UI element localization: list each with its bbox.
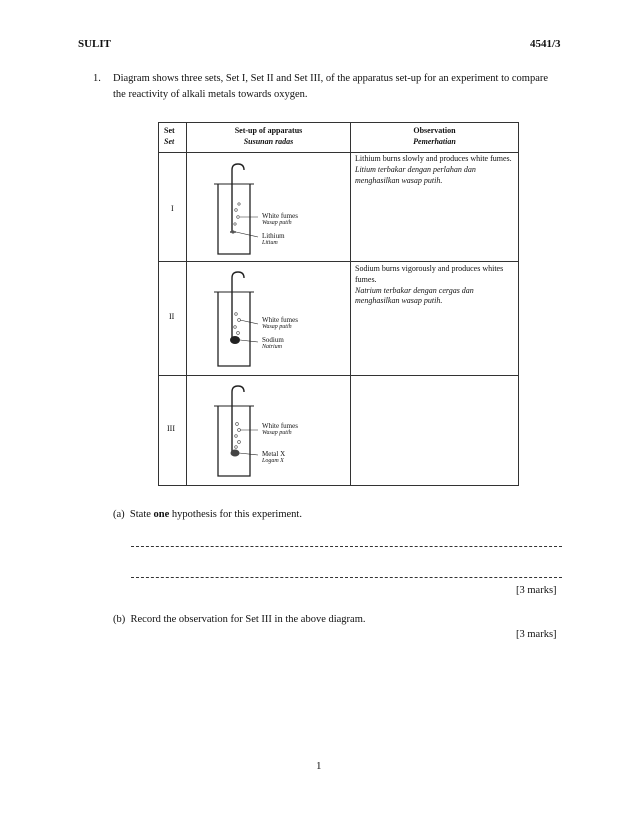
- table-border-top: [158, 122, 519, 123]
- col-setup-ms: Susunan radas: [243, 136, 294, 146]
- metal-label-2: [262, 336, 284, 352]
- answer-line-a2[interactable]: [131, 577, 562, 578]
- part-b-question: [113, 614, 366, 625]
- observation-1: [355, 154, 513, 186]
- set-label-1: I: [171, 204, 174, 213]
- part-a-label: (a): [113, 509, 125, 520]
- col-setup-en: Set-up of apparatus: [234, 126, 303, 135]
- table-border-right: [518, 122, 519, 486]
- set-label-3: III: [167, 424, 175, 433]
- metal-label-3: [262, 450, 285, 466]
- metal-label-1: [262, 232, 285, 248]
- part-a-text-bold: one: [153, 509, 170, 520]
- table-border-left: [158, 122, 159, 486]
- fumes-label-1-en: White fumes: [262, 212, 298, 220]
- col-set-ms: Set: [164, 136, 175, 146]
- table-row-divider-2: [158, 375, 519, 376]
- apparatus-table: [158, 122, 519, 486]
- observation-2-en: Sodium burns vigorously and produces whites fumes.: [355, 264, 504, 284]
- apparatus-diagram-1: [210, 162, 270, 257]
- table-col-divider-1: [186, 122, 187, 486]
- part-b-marks: [3 marks]: [516, 629, 557, 640]
- fumes-label-3-en: White fumes: [262, 422, 298, 430]
- table-row-divider-header: [158, 152, 519, 153]
- col-set-en: Set: [164, 126, 175, 135]
- apparatus-diagram-2: [210, 270, 270, 370]
- col-obs-en: Observation: [413, 126, 456, 135]
- answer-line-a1[interactable]: [131, 546, 562, 547]
- observation-1-ms: Litium terbakar dengan perlahan dan menghasilkan wasap putih.: [355, 164, 476, 185]
- col-setup-header: [187, 126, 350, 148]
- observation-2: [355, 264, 513, 307]
- fumes-label-3: [262, 422, 298, 438]
- fumes-label-2-en: White fumes: [262, 316, 298, 324]
- part-b-label: (b): [113, 614, 126, 625]
- part-a-question: [113, 509, 302, 520]
- fumes-label-1-ms: Wasap putih: [262, 220, 292, 227]
- observation-1-en: Lithium burns slowly and produces white fumes.: [355, 154, 512, 163]
- header-right: 4541/3: [530, 38, 561, 50]
- fumes-label-2-ms: Wasap putih: [262, 324, 292, 331]
- page-number: 1: [316, 760, 322, 772]
- table-col-divider-2: [350, 122, 351, 486]
- question-number: 1.: [93, 73, 101, 84]
- apparatus-diagram-3: [210, 384, 270, 480]
- set-label-2: II: [169, 312, 175, 321]
- fumes-label-2: [262, 316, 298, 332]
- metal-label-2-ms: Natrium: [262, 344, 283, 351]
- table-border-bottom: [158, 485, 519, 486]
- metal-label-1-en: Lithium: [262, 232, 285, 240]
- col-set-header: [164, 126, 175, 148]
- fumes-label-1: [262, 212, 298, 228]
- col-obs-ms: Pemerhatian: [413, 136, 456, 146]
- metal-label-2-en: Sodium: [262, 336, 284, 344]
- question-text: Diagram shows three sets, Set I, Set II and Set III, of the apparatus set-up for an experiment to compare the reactivity of alkali metals towards oxygen.: [113, 73, 549, 101]
- part-b-text: Record the observation for Set III in the above diagram.: [130, 614, 366, 625]
- table-row-divider-1: [158, 261, 519, 262]
- observation-3[interactable]: [355, 380, 513, 480]
- part-a-marks: [3 marks]: [516, 585, 557, 596]
- metal-label-3-en: Metal X: [262, 450, 286, 458]
- fumes-label-3-ms: Wasap putih: [262, 430, 292, 437]
- header-left: SULIT: [78, 38, 112, 50]
- metal-label-1-ms: Litium: [262, 240, 278, 247]
- part-a-text-before: State: [129, 509, 154, 520]
- col-obs-header: [351, 126, 518, 148]
- part-a-text-after: hypothesis for this experiment.: [169, 509, 302, 520]
- observation-2-ms: Natrium terbakar dengan cergas dan menghasilkan wasap putih.: [355, 285, 474, 306]
- metal-label-3-ms: Logam X: [262, 458, 284, 465]
